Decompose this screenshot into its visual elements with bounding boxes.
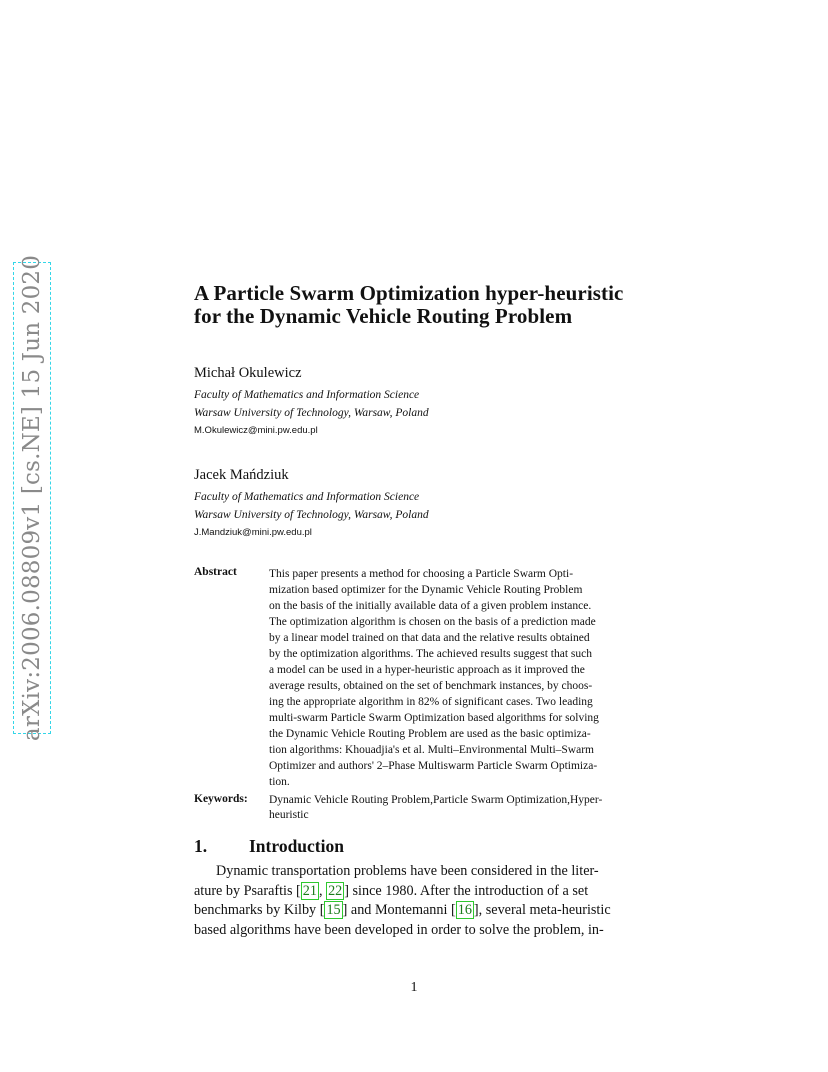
section-number: 1. [194,836,208,856]
abstract-line: This paper presents a method for choosing a Particle Swarm Opti- [269,568,574,580]
author-affiliation-faculty: Faculty of Mathematics and Information Science [194,389,420,401]
author-email[interactable]: M.Okulewicz@mini.pw.edu.pl [194,425,318,436]
author-affiliation-university: Warsaw University of Technology, Warsaw, Poland [194,406,429,419]
abstract-line: a model can be used in a hyper-heuristic approach as it improved the [269,664,585,676]
text-span: benchmarks by Kilby [194,902,320,918]
text-span: since 1980. After the introduction of a set [348,882,589,899]
introduction-paragraph [194,862,664,940]
author-block-2 [194,465,654,541]
arxiv-stamp[interactable] [13,254,51,742]
author-affiliation-faculty: Faculty of Mathematics and Information Science [194,491,420,503]
keywords-body [269,793,659,823]
text-span: , [318,882,327,899]
page-number: 1 [410,980,418,995]
author-affiliation-university: Warsaw University of Technology, Warsaw, Poland [194,508,429,521]
paragraph-line: benchmarks by Kilby [ 15 ] and Montemanni [ 16 ], several meta-heuristic [194,902,611,918]
abstract-line: Optimizer and authors' 2–Phase Multiswarm Particle Swarm Optimiza- [269,760,598,772]
text-span: ature by Psaraftis [194,882,297,899]
paragraph-line: based algorithms have been developed in order to solve the problem, in- [194,921,604,938]
keywords-line: Dynamic Vehicle Routing Problem,Particle Swarm Optimization,Hyper- [269,794,603,806]
keywords-line: heuristic [269,809,309,821]
citation-link[interactable]: 22 [328,882,343,899]
abstract-line: mization based optimizer for the Dynamic Vehicle Routing Problem [269,584,583,596]
author-email[interactable]: J.Mandziuk@mini.pw.edu.pl [194,527,312,538]
abstract-body [269,566,656,790]
title-line-1: A Particle Swarm Optimization hyper-heuristic [194,281,624,305]
abstract-line: The optimization algorithm is chosen on the basis of a prediction made [269,616,596,628]
abstract-line: tion algorithms: Khouadjia's et al. Multi–Environmental Multi–Swarm [269,744,594,756]
citation-link[interactable]: 16 [457,902,472,918]
text-span: , several meta-heuristic [478,902,611,918]
citation-link[interactable]: 21 [302,882,317,899]
paragraph-line: Dynamic transportation problems have been considered in the liter- [216,863,599,879]
author-block-1 [194,363,654,439]
author-name: Jacek Mańdziuk [194,467,289,483]
abstract-line: the Dynamic Vehicle Routing Problem are used as the basic optimiza- [269,728,591,740]
paper-title [194,282,714,328]
abstract-line: tion. [269,776,290,788]
section-title: Introduction [249,836,344,856]
abstract-label: Abstract [194,566,237,578]
abstract-line: average results, obtained on the set of benchmark instances, by choos- [269,680,593,692]
abstract-line: multi-swarm Particle Swarm Optimization based algorithms for solving [269,712,599,724]
abstract-line: by the optimization algorithms. The achieved results suggest that such [269,648,592,660]
abstract-line: on the basis of the initially available data of a given problem instance. [269,600,592,612]
citation-link[interactable]: 15 [326,902,341,918]
abstract-line: by a linear model trained on that data and the relative results obtained [269,632,590,644]
author-name: Michał Okulewicz [194,365,302,381]
text-span: and Montemanni [347,902,451,918]
paragraph-line: ature by Psaraftis [ 21 , 22 ] since 1980. After the introduction of a set [194,882,589,899]
title-line-2: for the Dynamic Vehicle Routing Problem [194,304,573,328]
keywords-label: Keywords: [194,793,248,805]
arxiv-stamp-text[interactable]: arXiv:2006.08809v1 [cs.NE] 15 Jun 2020 [19,254,45,742]
abstract-line: ing the appropriate algorithm in 82% of significant cases. Two leading [269,696,593,708]
